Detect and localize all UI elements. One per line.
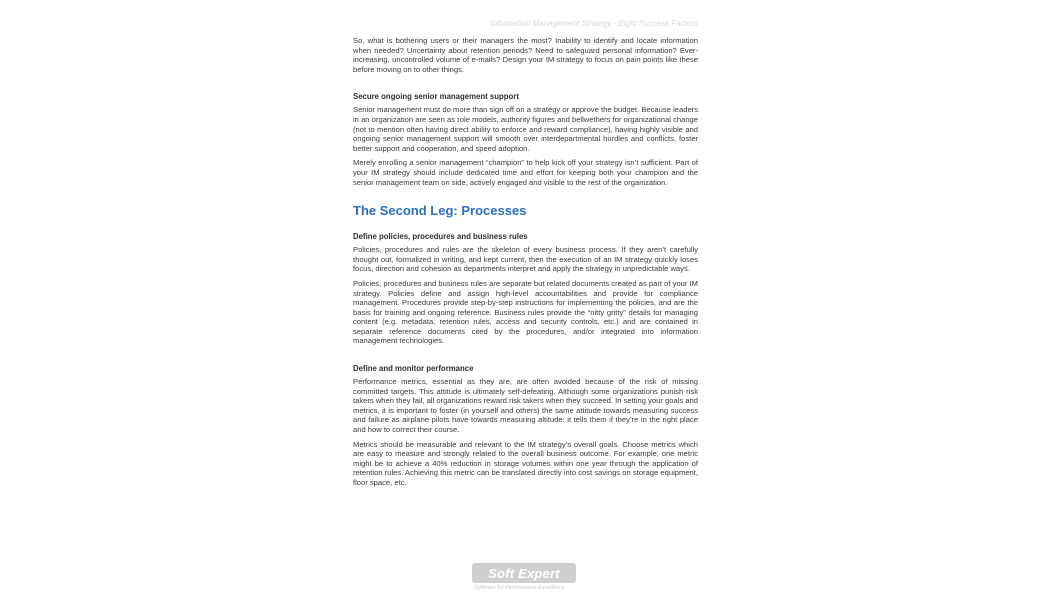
policies-paragraph-1: Policies, procedures and rules are the skeleton of every business process. If they aren’t carefully thought out, formalized in writing, and kept current, then the execution of an IM strategy quickly loses focus, direction and cohesion as departments interpret and apply the strategy in unpredictable ways. — [353, 245, 698, 274]
page-content — [353, 36, 698, 493]
policies-paragraph-2: Policies, procedures and business rules are separate but related documents created as part of your IM strategy. Policies define and assign high-level accountabilities and provide for compliance management. Procedures provide step-by-step instructions for implementing the policies, and are the basis for training and ongoing reference. Business rules provide the “nitty gritty” details for managing content (e.g. metadata, retention rules, access and security controls, etc.) and are contained in separate reference documents cited by the procedures, and/or integrated into information management technologies. — [353, 278, 698, 346]
policies-heading: Define policies, procedures and business rules — [353, 232, 528, 242]
logo-wordmark: Soft Expert — [472, 563, 576, 583]
performance-heading: Define and monitor performance — [353, 364, 474, 374]
logo-tagline: Software for Performance Excellence — [474, 585, 565, 591]
senior-support-heading: Secure ongoing senior management support — [353, 92, 519, 102]
senior-support-paragraph-2: Merely enrolling a senior management “champion” to help kick off your strategy isn’t sufficient. Part of your IM strategy should include dedicated time and effort for keeping both your champion and the senior management team on side, actively engaged and visible to the rest of the organization. — [353, 158, 698, 187]
running-header: Information Management Strategy - Eight Success Factors — [490, 19, 698, 28]
performance-paragraph-2: Metrics should be measurable and relevant to the IM strategy’s overall goals. Choose metrics which are easy to measure and strongly related to the overall business outcome. For example, one metric might be to achieve a 40% reduction in storage volumes within one year through the application of retention rules. Achieving this metric can be translated directly into cost savings on storage equipment, floor space, etc. — [353, 439, 698, 487]
softexpert-logo — [472, 563, 580, 593]
document-page — [353, 0, 698, 600]
performance-paragraph-1: Performance metrics, essential as they are, are often avoided because of the risk of missing committed targets. This attitude is ultimately self-defeating. Although some organizations punish risk takers when they fail, all organizations reward risk takers when they succeed. In setting your goals and metrics, it is important to foster (in yourself and others) the same attitude towards measuring success and failure as airplane pilots have towards measuring altitude: it tells them if they’re in the right place and how to correct their course. — [353, 377, 698, 435]
section-title-processes: The Second Leg: Processes — [353, 203, 527, 219]
senior-support-paragraph-1: Senior management must do more than sign off on a strategy or approve the budget. Because leaders in an organization are seen as role models, authority figures and bellwethers for organizational change (not to mention often having direct ability to enforce and reward compliance), having highly visible and ongoing senior management support will smooth over interdepartmental hurdles and conflicts, foster better support and cooperation, and speed adoption. — [353, 105, 698, 153]
intro-paragraph: So, what is bothering users or their managers the most? Inability to identify and locate information when needed? Uncertainty about retention periods? Need to safeguard personal information? Ever-increasing, uncontrolled volume of e-mails? Design your IM strategy to focus on pain points like these before moving on to other things. — [353, 36, 698, 74]
